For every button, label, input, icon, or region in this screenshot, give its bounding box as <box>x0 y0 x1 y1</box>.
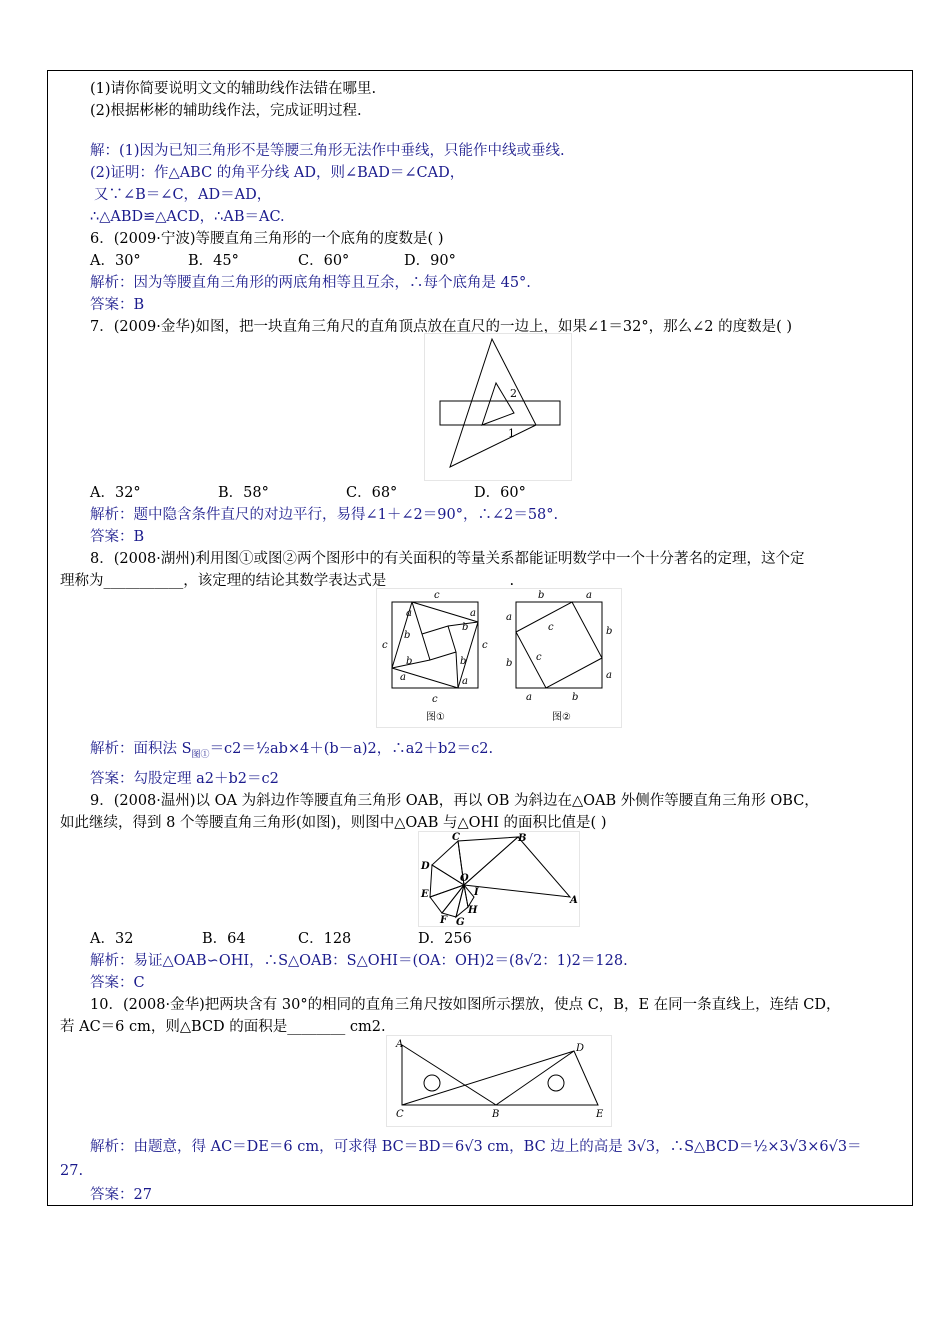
fig1-caption: 图① <box>426 712 445 723</box>
point-c-label: C <box>452 832 460 843</box>
point-a-label: A <box>570 895 578 906</box>
q7-option-a: A．32° <box>90 485 141 501</box>
fig1-label: c <box>434 590 440 601</box>
q7-question: 7．(2009·金华)如图，把一块直角三角尺的直角顶点放在直尺的一边上，如果∠1＝32°，那么∠2 的度数是( ) <box>90 319 793 335</box>
q6-option-d: D．90° <box>404 253 456 269</box>
fig2-label: b <box>538 590 545 601</box>
q5-part1: (1)请你简要说明文文的辅助线作法错在哪里. <box>90 81 377 97</box>
q9-option-d: D．256 <box>418 931 472 947</box>
point-i-label: I <box>474 887 479 898</box>
point-a-label: A <box>396 1039 404 1050</box>
fig1-label: c <box>482 640 488 651</box>
fig1-label: c <box>432 694 438 705</box>
q6-solution: 解析：因为等腰直角三角形的两底角相等且互余，∴每个底角是 45°. <box>90 275 531 291</box>
fig1-inner-square <box>422 626 456 660</box>
q5-solution-3: 又∵∠B＝∠C，AD＝AD， <box>94 187 272 203</box>
q7-option-d: D．60° <box>474 485 526 501</box>
fig1-label: b <box>404 630 411 641</box>
fig2-label: b <box>572 692 579 703</box>
q8-question-1: 8．(2008·湖州)利用图①或图②两个图形中的有关面积的等量关系都能证明数学中一个十分著名的定理，这个定 <box>90 551 805 567</box>
point-o-label: O <box>460 873 469 884</box>
q7-figure <box>424 333 572 481</box>
q9-figure <box>418 831 580 927</box>
fig1-label: c <box>382 640 388 651</box>
fig2-label: b <box>606 626 613 637</box>
fig1-label: b <box>462 622 469 633</box>
fig2-label: c <box>536 652 542 663</box>
point-g-label: G <box>456 917 465 927</box>
fig2-label: a <box>606 670 612 681</box>
fig1-label: b <box>460 656 467 667</box>
point-c-label: C <box>396 1109 404 1120</box>
q7-option-c: C．68° <box>346 485 398 501</box>
q10-question-1: 10．(2008·金华)把两块含有 30°的相同的直角三角尺按如图所示摆放，使点 C，B，E 在同一条直线上，连结 CD， <box>90 997 841 1013</box>
fig2-label: a <box>586 590 592 601</box>
q9-option-c: C．128 <box>298 931 352 947</box>
q9-option-a: A．32 <box>90 931 134 947</box>
point-f-label: F <box>440 915 448 926</box>
q10-solution: 解析：由题意，得 AC＝DE＝6 cm，可求得 BC＝BD＝6√3 cm，BC 边上的高是 3√3，∴S△BCD＝½×3√3×6√3＝ <box>90 1139 862 1155</box>
q6-option-c: C．60° <box>298 253 350 269</box>
q8-figure <box>376 588 622 728</box>
q6-question: 6．(2009·宁波)等腰直角三角形的一个底角的度数是( ) <box>90 231 444 247</box>
point-d-label: D <box>421 861 430 872</box>
fig2-tilted-square <box>516 602 602 688</box>
point-h-label: H <box>468 905 478 916</box>
fig1-label: a <box>470 608 476 619</box>
q9-option-b: B．64 <box>202 931 246 947</box>
q6-option-a: A．30° <box>90 253 141 269</box>
ruler <box>440 401 560 425</box>
q8-solution-rest: ＝c2＝½ab×4＋(b－a)2，∴a2＋b2＝c2. <box>209 741 494 757</box>
content-frame <box>47 70 913 1206</box>
q9-answer: 答案：C <box>90 975 145 991</box>
angle-2-label: 2 <box>510 387 517 400</box>
q10-figure <box>386 1035 612 1127</box>
q5-solution-2: (2)证明：作△ABC 的角平分线 AD，则∠BAD＝∠CAD， <box>90 165 465 181</box>
q6-option-b: B．45° <box>188 253 239 269</box>
fig1-label: a <box>406 608 412 619</box>
q8-solution <box>90 739 493 765</box>
q9-question-1: 9．(2008·温州)以 OA 为斜边作等腰直角三角形 OAB，再以 OB 为斜边在△OAB 外侧作等腰直角三角形 OBC， <box>90 793 819 809</box>
fig2-label: a <box>506 612 512 623</box>
point-e-label: E <box>421 889 429 900</box>
fig1-label: a <box>400 672 406 683</box>
q10-solution-cont: 27. <box>60 1163 84 1179</box>
point-e-label: E <box>596 1109 604 1120</box>
q7-option-b: B．58° <box>218 485 269 501</box>
q9-question-2: 如此继续，得到 8 个等腰直角三角形(如图)，则图中△OAB 与△OHI 的面积比值是( ) <box>60 815 607 831</box>
fig2-label: b <box>506 658 513 669</box>
q5-solution-1: 解：(1)因为已知三角形不是等腰三角形无法作中垂线，只能作中线或垂线. <box>90 143 565 159</box>
point-b-label: B <box>492 1109 500 1120</box>
outer-triangle <box>450 339 536 467</box>
q7-answer: 答案：B <box>90 529 145 545</box>
q10-answer: 答案：27 <box>90 1187 152 1203</box>
fig1-label: b <box>406 656 413 667</box>
q8-question-2: 理称为___________，该定理的结论其数学表达式是_________________. <box>60 573 515 589</box>
q5-part2: (2)根据彬彬的辅助线作法，完成证明过程. <box>90 103 362 119</box>
q6-answer: 答案：B <box>90 297 145 313</box>
fig2-label: a <box>526 692 532 703</box>
fig2-caption: 图② <box>552 712 571 723</box>
fig2-outer-square <box>516 602 602 688</box>
point-d-label: D <box>576 1043 585 1054</box>
triangle-abc <box>402 1045 496 1105</box>
q9-solution: 解析：易证△OAB∽OHI，∴S△OAB：S△OHI＝(OA：OH)2＝(8√2：1)2＝128. <box>90 953 628 969</box>
q8-solution-text: 解析：面积法 S <box>90 741 192 757</box>
fig1-label: a <box>462 676 468 687</box>
q10-question-2: 若 AC＝6 cm，则△BCD 的面积是________ cm2. <box>60 1019 386 1035</box>
angle-1-label: 1 <box>508 427 515 440</box>
q8-solution-sub: 图① <box>191 749 210 760</box>
q8-answer: 答案：勾股定理 a2＋b2＝c2 <box>90 771 279 787</box>
fig2-label: c <box>548 622 554 633</box>
point-b-label: B <box>518 833 527 844</box>
q7-solution: 解析：题中隐含条件直尺的对边平行，易得∠1＋∠2＝90°，∴∠2＝58°. <box>90 507 559 523</box>
q5-solution-4: ∴△ABD≌△ACD，∴AB＝AC. <box>90 209 285 225</box>
